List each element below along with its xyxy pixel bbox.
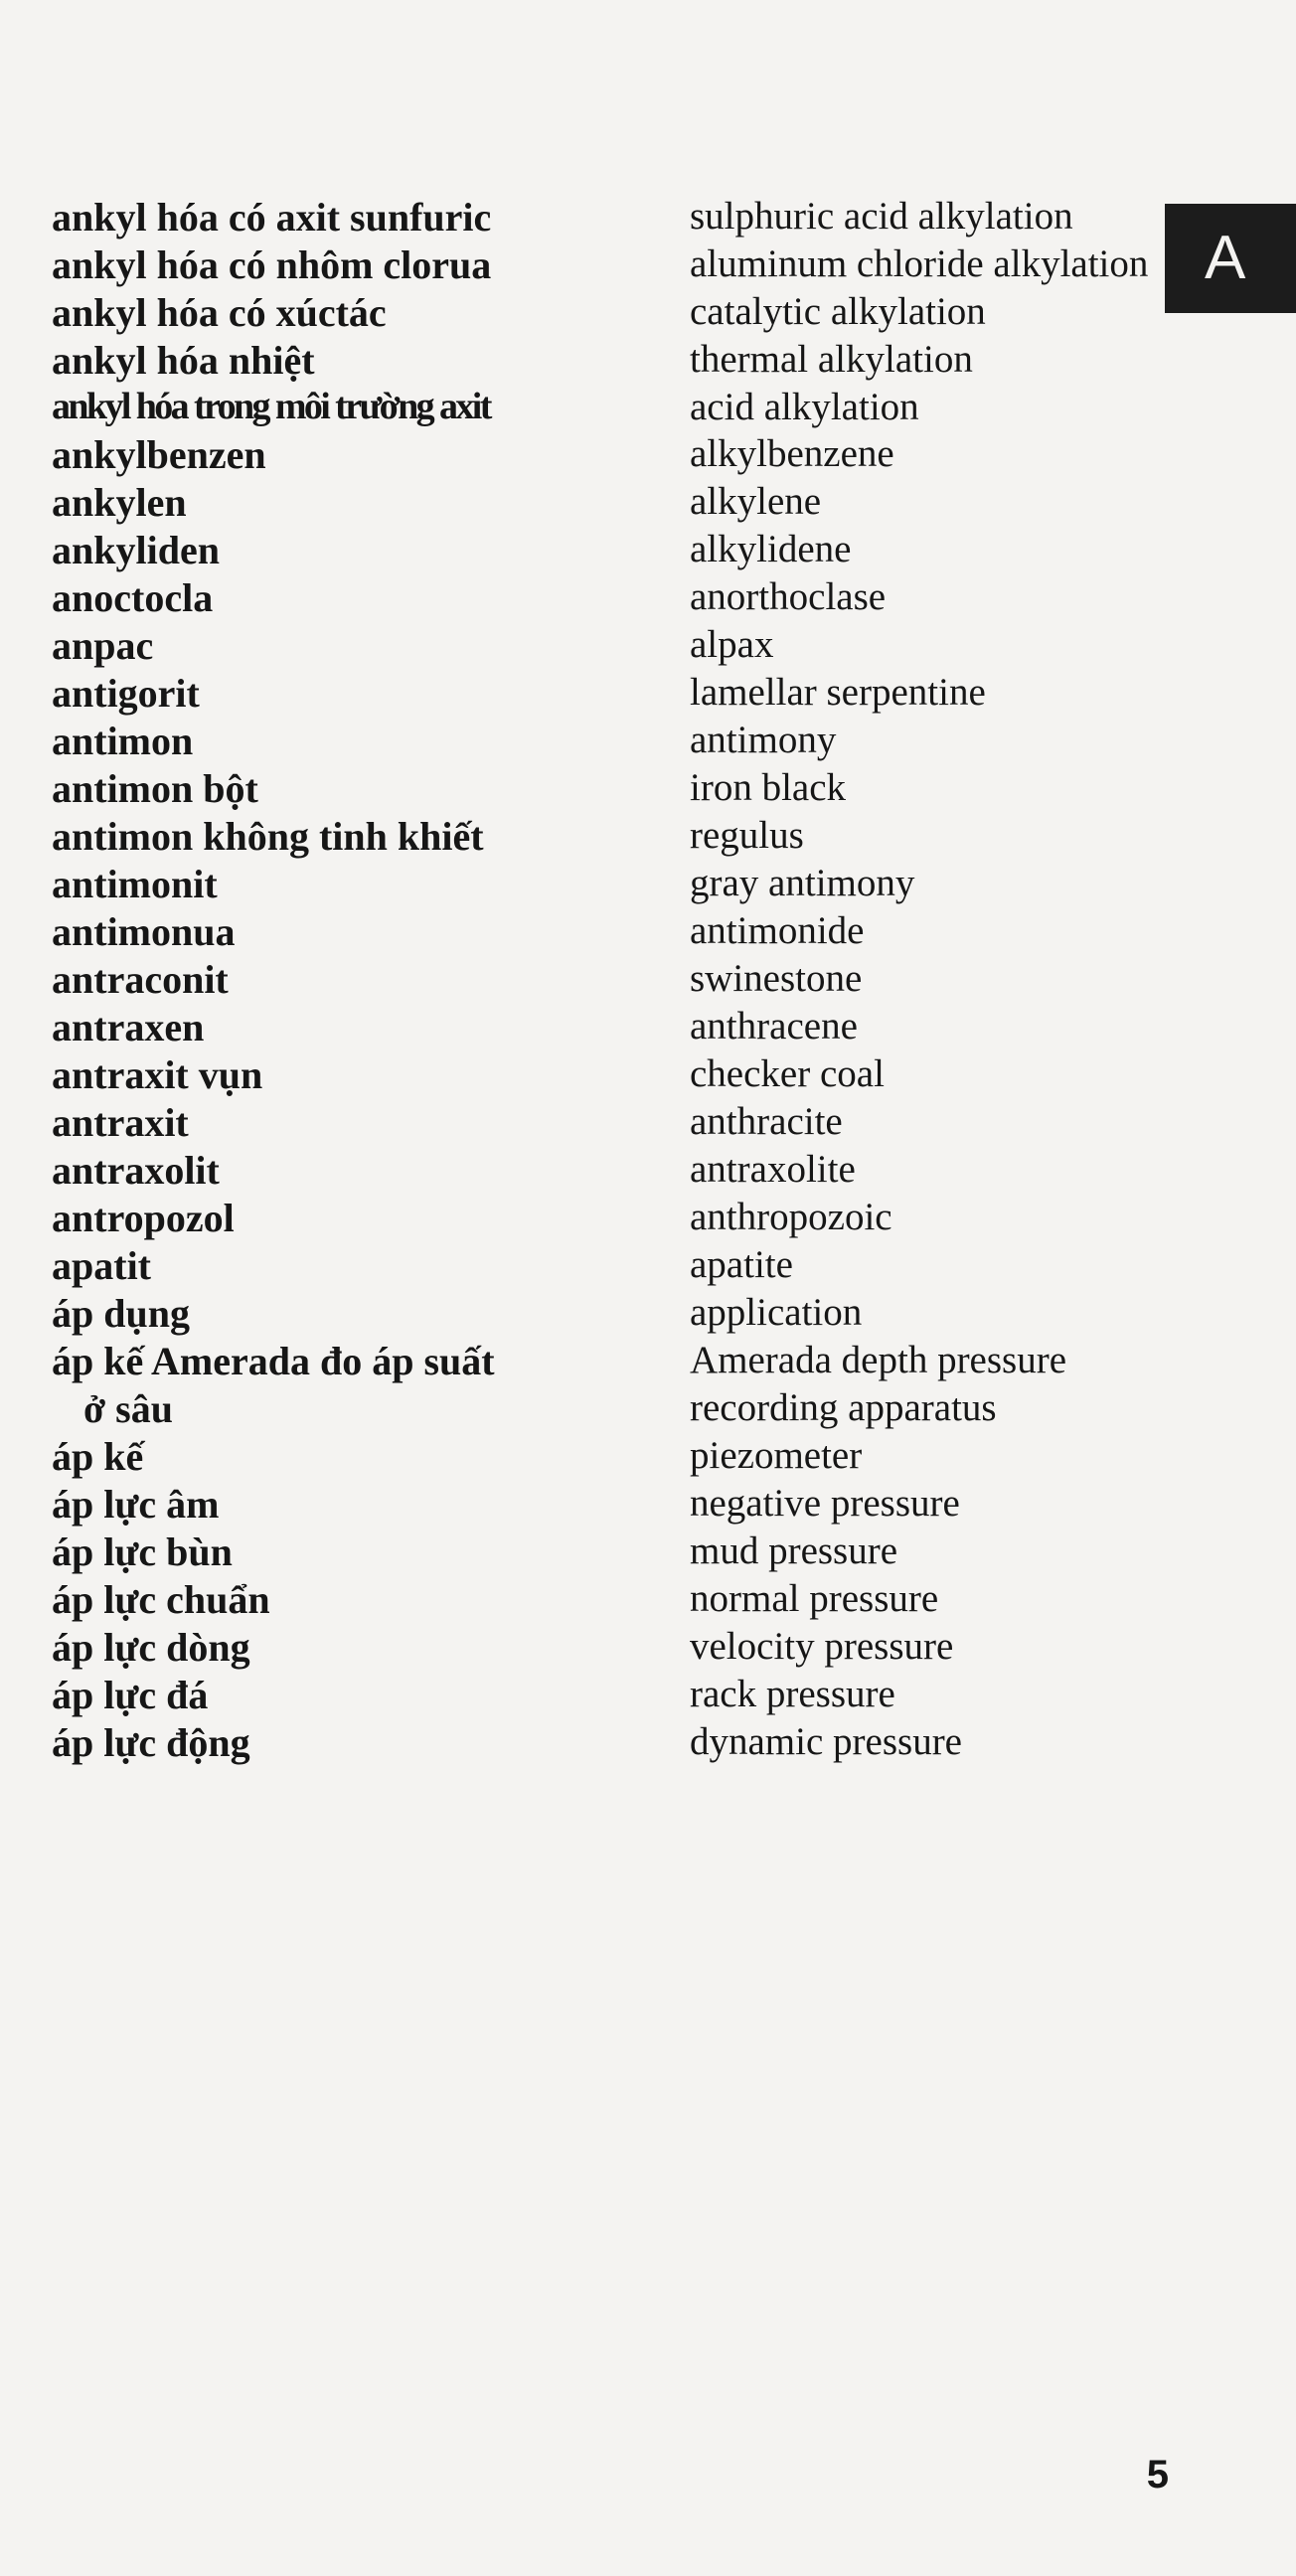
- list-item: [52, 1099, 1165, 1147]
- entry-definition: alkylbenzene: [690, 431, 894, 475]
- entry-term: ankylen: [52, 479, 187, 525]
- entry-term: antimonua: [52, 908, 236, 954]
- entry-definition: acid alkylation: [690, 386, 919, 428]
- list-item: [52, 337, 1165, 385]
- entry-term: antraxen: [52, 1004, 205, 1049]
- entry-definition: antimony: [690, 718, 837, 761]
- list-item: [52, 289, 1165, 337]
- entry-definition: lamellar serpentine: [690, 670, 986, 714]
- entry-definition: sulphuric acid alkylation: [690, 195, 1073, 238]
- list-item: [52, 1719, 1165, 1767]
- entry-term: antraconit: [52, 956, 229, 1002]
- entry-term: antimon không tinh khiết: [52, 813, 484, 859]
- entry-definition: iron black: [690, 765, 847, 809]
- list-item: [52, 1481, 1165, 1529]
- list-item: [52, 1624, 1165, 1672]
- list-item: [52, 1242, 1165, 1290]
- entry-definition: application: [690, 1290, 863, 1334]
- entry-definition: normal pressure: [690, 1576, 939, 1620]
- entry-definition: piezometer: [690, 1433, 863, 1477]
- list-item: [52, 1195, 1165, 1242]
- list-item: [52, 670, 1165, 718]
- entry-term: ankyl hóa có nhôm clorua: [52, 242, 492, 287]
- entry-definition: alpax: [690, 622, 774, 666]
- page-number: 5: [1146, 2453, 1169, 2496]
- entry-definition: anthracene: [690, 1004, 858, 1047]
- section-letter-tab: A: [1165, 204, 1296, 313]
- entry-term: antraxit: [52, 1099, 189, 1145]
- entry-definition: recording apparatus: [690, 1385, 997, 1429]
- entry-definition: gray antimony: [690, 861, 915, 904]
- list-item: [52, 1576, 1165, 1624]
- entry-term: áp lực đá: [52, 1672, 209, 1717]
- entry-definition: checker coal: [690, 1051, 885, 1095]
- entry-term: anpac: [52, 622, 154, 668]
- list-item: [52, 479, 1165, 527]
- list-item: [52, 1433, 1165, 1481]
- entry-term: apatit: [52, 1242, 151, 1288]
- entry-term: ankylbenzen: [52, 431, 266, 477]
- entry-term: antropozol: [52, 1195, 235, 1240]
- entry-list: [52, 194, 1165, 1767]
- entry-term: áp lực bùn: [52, 1529, 233, 1574]
- list-item: [52, 527, 1165, 574]
- list-item: [52, 242, 1165, 289]
- entry-term: antigorit: [52, 670, 200, 716]
- entry-term: ankyl hóa có xúctác: [52, 290, 387, 335]
- entry-definition: rack pressure: [690, 1672, 895, 1715]
- list-item: [52, 956, 1165, 1004]
- entry-definition: catalytic alkylation: [690, 290, 986, 333]
- entry-term: áp lực chuẩn: [52, 1576, 270, 1622]
- entry-definition: dynamic pressure: [690, 1719, 962, 1763]
- entry-definition: thermal alkylation: [690, 338, 973, 381]
- entry-term: áp lực dòng: [52, 1624, 250, 1670]
- list-item: [52, 861, 1165, 908]
- entry-term: áp dụng: [52, 1290, 190, 1336]
- entry-definition: velocity pressure: [690, 1624, 954, 1668]
- entry-definition: aluminum chloride alkylation: [690, 242, 1149, 285]
- list-item: [52, 1672, 1165, 1719]
- list-item: [52, 765, 1165, 813]
- list-item: [52, 718, 1165, 765]
- entry-term: antraxit vụn: [52, 1051, 263, 1097]
- entry-definition: apatite: [690, 1242, 793, 1286]
- entry-term: ankyl hóa trong môi trường axit: [52, 386, 490, 427]
- entry-definition: Amerada depth pressure: [690, 1338, 1067, 1381]
- entry-definition: antraxolite: [690, 1147, 856, 1191]
- entry-term: antimon: [52, 718, 194, 763]
- entry-definition: alkylene: [690, 479, 822, 523]
- entry-term: áp lực động: [52, 1719, 250, 1765]
- entry-term: ankyl hóa nhiệt: [52, 338, 315, 383]
- entry-term: antraxolit: [52, 1147, 220, 1193]
- list-item: [52, 1004, 1165, 1051]
- entry-term: áp kế: [52, 1433, 144, 1479]
- list-item: [52, 1385, 1165, 1433]
- entry-term: áp kế Amerada đo áp suất: [52, 1338, 495, 1383]
- list-item: [52, 1338, 1165, 1385]
- list-item: [52, 1147, 1165, 1195]
- list-item: [52, 194, 1165, 242]
- entry-definition: anthracite: [690, 1099, 843, 1143]
- list-item: [52, 813, 1165, 861]
- entry-definition: anorthoclase: [690, 574, 887, 618]
- entry-term: anoctocla: [52, 574, 214, 620]
- entry-definition: antimonide: [690, 908, 865, 952]
- list-item: [52, 385, 1165, 431]
- entry-term: ankyliden: [52, 527, 220, 572]
- entry-definition: swinestone: [690, 956, 863, 1000]
- entry-definition: alkylidene: [690, 527, 852, 570]
- entry-term: ankyl hóa có axit sunfuric: [52, 195, 492, 240]
- entry-definition: negative pressure: [690, 1481, 960, 1525]
- entry-definition: anthropozoic: [690, 1195, 892, 1238]
- entry-definition: mud pressure: [690, 1529, 898, 1572]
- list-item: [52, 1290, 1165, 1338]
- entry-term: ở sâu: [83, 1385, 173, 1431]
- list-item: [52, 1051, 1165, 1099]
- entry-term: antimon bột: [52, 765, 258, 811]
- list-item: [52, 431, 1165, 479]
- list-item: [52, 1529, 1165, 1576]
- list-item: [52, 908, 1165, 956]
- list-item: [52, 622, 1165, 670]
- entry-term: áp lực âm: [52, 1481, 220, 1527]
- entry-definition: regulus: [690, 813, 804, 857]
- entry-term: antimonit: [52, 861, 218, 906]
- list-item: [52, 574, 1165, 622]
